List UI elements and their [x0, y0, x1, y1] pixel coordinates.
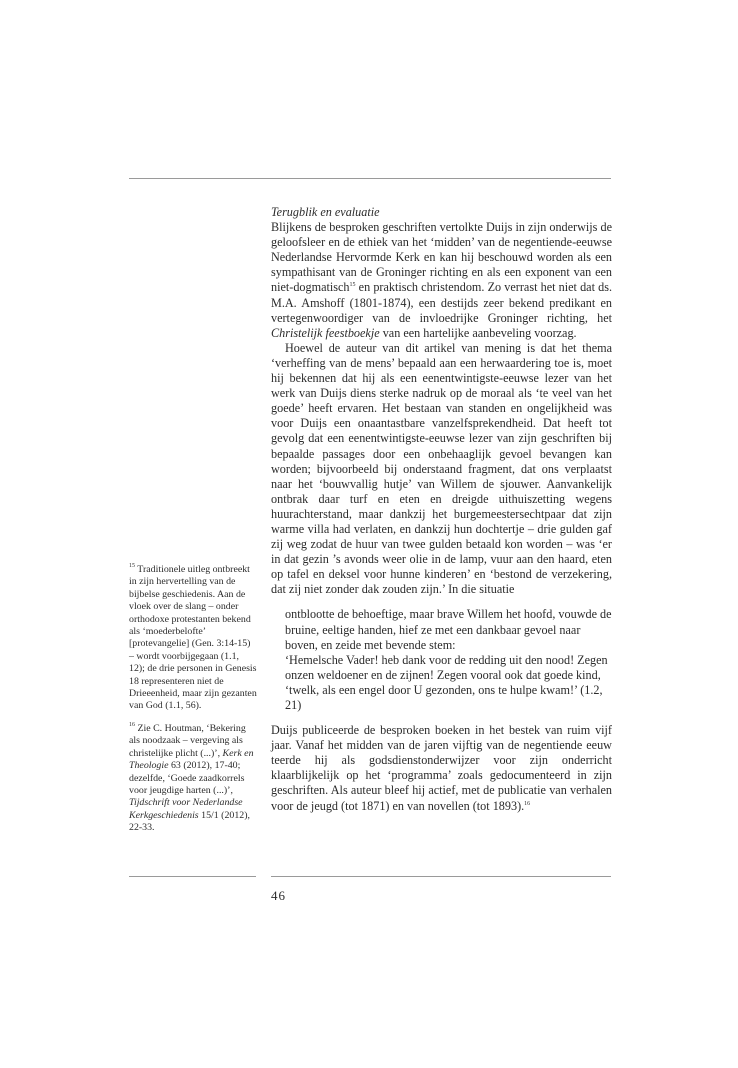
- paragraph-1-part-a: Blijkens de besproken geschriften vertolkte Duijs in zijn onderwijs de geloofsleer en de ethiek van het ‘midden’ van de negentiende-eeuwse Nederlandse Hervormde Kerk en kan hij beschouwd worden als een sympathisant van de Groninger richting en als een exponent van een niet-dogmatisch: [271, 220, 612, 295]
- paragraph-2: Hoewel de auteur van dit artikel van mening is dat het thema ‘verheffing van de mens’ bepaald aan een herwaardering toe is, moet hij bekennen dat hij als een eenentwintigste-eeuwse lezer van het werk van Duijs diens sterke nadruk op de moraal als ‘te veel van het goede’ heeft ervaren. Het bestaan van standen en ongelijkheid was voor Duijs een onaantastbare vanzelfsprekendheid. Dat heeft tot gevolg dat een eenentwintigste-eeuwse lezer van zijn geschriften bij bepaalde passages door een onbehaaglijk gevoel bevangen kan worden; bijvoorbeeld bij onderstaand fragment, dat ons verplaatst naar het ‘bouwvallig hutje’ van Willem de sjouwer. Aanvankelijk ontbrak daar turf en eten en dreigde uithuiszetting wegens huurachterstand, maar dankzij het burgemeestersechtpaar dat zijn warme villa had verlaten, en dankzij hun dochtertje – drie gulden gaf zij weg zodat de huur van twee gulden betaald kon worden – was ‘er in dat gezin ’s avonds weer olie in de lamp, vuur aan den haard, eten op tafel en deksel voor hunne kinderen’ en ‘bestond de verzekering, dat zij niet zonder dak zouden zijn.’ In die situatie: [271, 340, 612, 597]
- main-text-column: [271, 205, 612, 814]
- quote-line-2: ‘Hemelsche Vader! heb dank voor de redding uit den nood! Zegen onzen weldoener en de zijnen! Zegen vooral ook dat goede kind, ‘twelk, als een engel door U gezonden, ons te hulpe kwam!’ (1.2, 21): [285, 652, 608, 712]
- paragraph-3: [271, 723, 612, 814]
- footnote-ref-15[interactable]: 15: [349, 282, 356, 289]
- paragraph-1-part-b: en praktisch christendom. Zo verrast het niet dat ds. M.A. Amshoff (1801-1874), een destijds zeer bekend predikant en vertegenwoordiger van de invloedrijke Groninger richting, het: [271, 280, 612, 325]
- top-rule: [129, 178, 611, 179]
- footnote-15-text: Traditionele uitleg ontbreekt in zijn hervertelling van de bijbelse geschiedenis. Aan de vloek over de slang – onder orthodoxe protestanten bekend als ‘moederbelofte’ [protevangelie] (Gen. 3:14-15) – wordt voorbijgegaan (1.1, 12); de drie personen in Genesis 18 representeren niet de Drieeenheid, maar zijn gezanten van God (1.1, 56).: [129, 564, 257, 712]
- footnote-16: [129, 723, 257, 835]
- paragraph-1: [271, 220, 612, 341]
- footnote-rule: [129, 876, 256, 877]
- block-quote: [285, 607, 612, 713]
- quote-line-1: ontblootte de behoeftige, maar brave Willem het hoofd, vouwde de bruine, eeltige handen, hief ze met een dankbaar gevoel naar boven, en zeide met bevende stem:: [285, 607, 612, 652]
- book-title-feestboekje: Christelijk feestboekje: [271, 325, 380, 340]
- footnote-16-part-a: Zie C. Houtman, ‘Bekering als noodzaak – vergeving als christelijke plicht (...)’,: [129, 723, 246, 759]
- section-heading: Terugblik en evaluatie: [271, 205, 380, 219]
- footnote-15: [129, 564, 257, 713]
- footnote-16-part-b: 63 (2012), 17-40; dezelfde, ‘Goede zaadkorrels voor jeugdige harten (...)’,: [129, 760, 245, 797]
- paragraph-3-text: Duijs publiceerde de besproken boeken in het bestek van ruim vijf jaar. Vanaf het midden van de jaren vijftig van de negentiende eeuw teerde hij als godsdienstonderwijzer voor zijn onderricht klaarblijkelijk op het ‘programma’ zoals gedocumenteerd in zijn geschriften. Als auteur bleef hij actief, met de publicatie van verhalen voor de jeugd (tot 1871) en van novellen (tot 1893).: [271, 723, 612, 813]
- footnote-15-number: 15: [129, 563, 135, 569]
- page-number: 46: [271, 888, 286, 903]
- footnote-16-number: 16: [129, 722, 135, 728]
- paragraph-1-part-c: van een hartelijke aanbeveling voorzag.: [379, 325, 577, 340]
- bottom-rule: [271, 876, 611, 877]
- footnote-16-journal-1: Kerk en Theologie: [129, 747, 254, 772]
- footnote-16-part-c: 15/1 (2012), 22-33.: [129, 809, 250, 834]
- footnote-16-journal-2: Tijdschrift voor Nederlandse Kerkgeschiedenis: [129, 797, 243, 821]
- footnote-ref-16[interactable]: 16: [524, 800, 531, 807]
